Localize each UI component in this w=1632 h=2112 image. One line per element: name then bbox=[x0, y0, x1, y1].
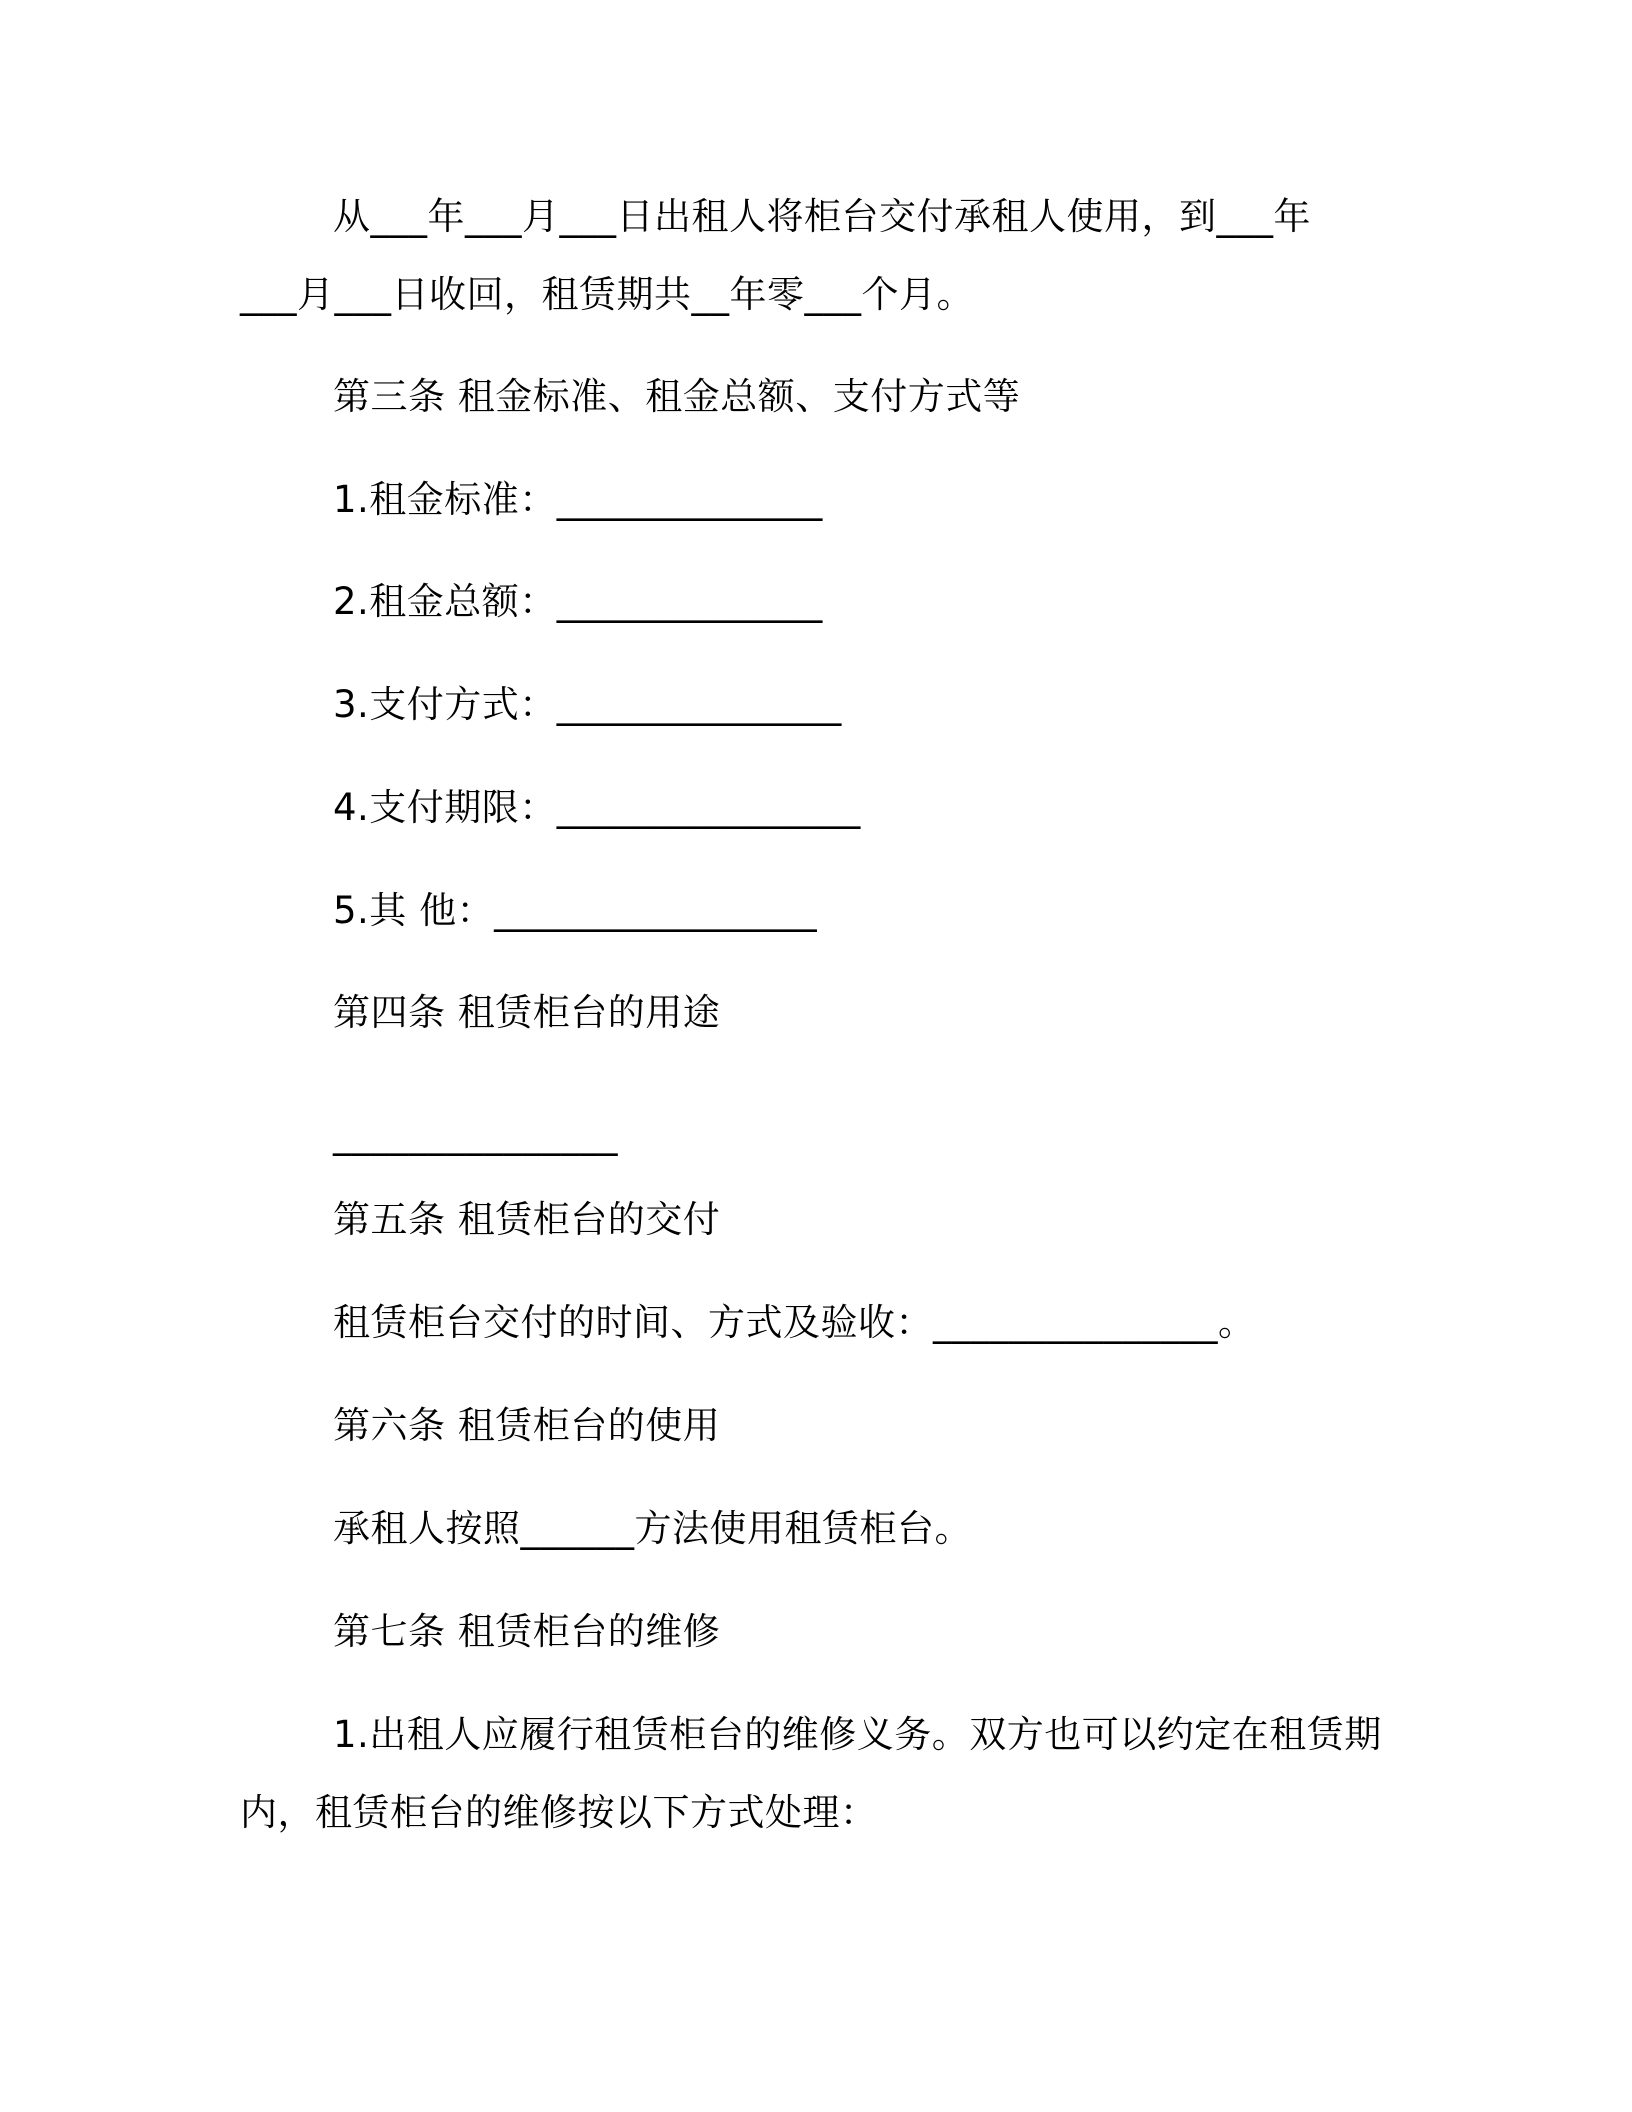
lease-period-line-1: 从___年___月___日出租人将柜台交付承租人使用，到___年 bbox=[333, 195, 1311, 238]
article-6-heading: 第六条 租赁柜台的使用 bbox=[333, 1404, 721, 1447]
lease-period-line-2: ___月___日收回，租赁期共__年零___个月。 bbox=[240, 273, 974, 316]
maintenance-clause-line-2: 内，租赁柜台的维修按以下方式处理： bbox=[240, 1791, 878, 1834]
usage-blank: _______________ bbox=[333, 1113, 618, 1156]
other-field: 5.其 他：_________________ bbox=[333, 889, 818, 932]
article-5-heading: 第五条 租赁柜台的交付 bbox=[333, 1198, 721, 1241]
article-7-heading: 第七条 租赁柜台的维修 bbox=[333, 1610, 721, 1653]
rent-standard-field: 1.租金标准：______________ bbox=[333, 478, 823, 521]
usage-method-field: 承租人按照______方法使用租赁柜台。 bbox=[333, 1507, 972, 1550]
delivery-terms-field: 租赁柜台交付的时间、方式及验收：_______________。 bbox=[333, 1301, 1256, 1344]
payment-method-field: 3.支付方式：_______________ bbox=[333, 683, 842, 726]
article-3-heading: 第三条 租金标准、租金总额、支付方式等 bbox=[333, 375, 1021, 418]
payment-term-field: 4.支付期限：________________ bbox=[333, 786, 861, 829]
article-4-heading: 第四条 租赁柜台的用途 bbox=[333, 991, 721, 1034]
maintenance-clause-line-1: 1.出租人应履行租赁柜台的维修义务。双方也可以约定在租赁期 bbox=[333, 1713, 1382, 1756]
rent-total-field: 2.租金总额：______________ bbox=[333, 580, 823, 623]
